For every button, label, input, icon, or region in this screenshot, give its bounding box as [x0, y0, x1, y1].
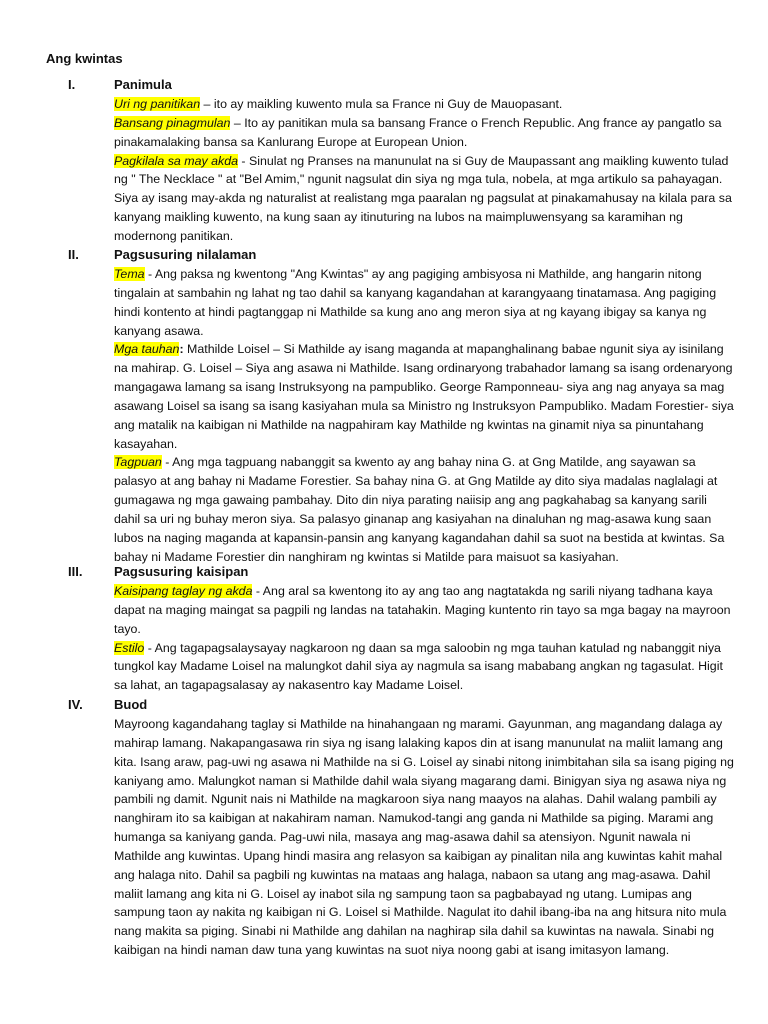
paragraph-text: - Ang tagapagsalaysayay nagkaroon ng daan sa mga saloobin ng mga tauhan katulad ng nabanggit niya tungkol kay Madame Loisel na malungkot dahil siya ay nagmula sa isang mababang angkan ng tagasulat. Higit sa lahat, an tagapagsalasay ay nakasentro kay Madame Loisel. [114, 640, 723, 693]
section-numeral: I. [68, 77, 76, 92]
paragraph-text: - Ang mga tagpuang nabanggit sa kwento ay ang bahay nina G. at Gng Matilde, ang sayawan sa palasyo at ang bahay ni Madame Forestier. Sa bahay nina G. at Gng Matilde ay dito siya madalas naglalagi at gumagawa ng mga gawaing pambahay. Dito din niya parating naiisip ang ang pagkahabag sa kanyang sarili dahil sa uri ng buhay meron siya. Sa palasyo ginanap ang kasiyahan na dinaluhan ng mag-asawa kung saan lubos na naging maganda at kapansin-pansin ang kanyang kagandahan dahil sa suot na bestida at kwintas. Sa bahay ni Madame Forestier din nanghiram ng kwintas si Matilde para maisuot sa kasiyahan. [114, 455, 725, 564]
section-body [114, 265, 734, 567]
paragraph-text: – ito ay maikling kuwento mula sa France ni Guy de Mauopasant. [200, 97, 563, 111]
paragraph-tagpuan [114, 453, 734, 566]
paragraph-pagkilala-sa-may-akda [114, 152, 734, 246]
highlighted-label: Mga tauhan [114, 342, 180, 357]
section-body [114, 582, 734, 695]
highlighted-label: Bansang pinagmulan [114, 115, 231, 130]
highlighted-label: Tagpuan [114, 455, 162, 470]
section-body [114, 715, 734, 960]
highlighted-label: Uri ng panitikan [114, 97, 201, 111]
highlighted-label: Tema [114, 267, 145, 281]
paragraph-buod [114, 715, 734, 960]
paragraph-text: Mathilde Loisel – Si Mathilde ay isang maganda at mapanghalinang babae ngunit siya ay isinilang na mahirap. G. Loisel – Siya ang asawa ni Mathilde. Isang ordinaryong trabahador lamang sa isang ordenaryong mangagawa lamang sa isang Instruksyong na pampubliko. George Ramponneau- siya ang nag anyaya sa mag asawang Loisel sa isang sa isang kasiyahan mula sa Ministro ng Instruksyon Pampubliko. Madam Forestier- siya ang matalik na kaibigan ni Mathilde na nagpahiram kay Mathilde ng kwintas na ginamit niya sa pinuntahang kasayahan. [114, 342, 734, 451]
section-title: Buod [114, 697, 148, 712]
section-numeral: II. [68, 247, 79, 262]
highlighted-label: Pagkilala sa may akda [114, 153, 238, 168]
highlighted-label: Estilo [114, 640, 145, 655]
paragraph-text: - Ang paksa ng kwentong "Ang Kwintas" ay ang pagiging ambisyosa ni Mathilde, ang hangarin nitong tingalain at sambahin ng lahat ng tao dahil sa kanyang kagandahan at karangyaang tinatamasa. Ang pagiging hindi kontento at hindi pagtanggap ni Mathilde sa kung ano ang meron siya at ng kayang ibigay sa kanya ng kanyang asawa. [114, 267, 717, 338]
section-body [114, 95, 734, 246]
paragraph-kaisipang-taglay [114, 582, 734, 639]
paragraph-estilo [114, 639, 734, 696]
paragraph-mga-tauhan [114, 340, 734, 453]
document-title: Ang kwintas [46, 51, 123, 66]
section-title: Pagsusuring kaisipan [114, 564, 249, 579]
paragraph-text: - Sinulat ng Pranses na manunulat na si Guy de Maupassant ang maikling kuwento tulad ng " The Necklace " at "Bel Amim," ngunit nagsulat din siya ng mga tula, nobela, at mga artikulo sa pahayagan. Siya ay isang may-akda ng naturalist at realistang mga paaralan ng pagsulat at pinakamahusay na kilala para sa kanyang maikling kuwento, na kung saan ay itinuturing na lubos na maimpluwensyang sa karamihan ng modernong panitikan. [114, 153, 732, 243]
paragraph-tema [114, 265, 734, 340]
paragraph-text: – Ito ay panitikan mula sa bansang France o French Republic. Ang france ay pangatlo sa pinakamalaking bansa sa Kanlurang Europe at European Union. [114, 115, 722, 149]
paragraph-text: - Ang aral sa kwentong ito ay ang tao ang nagtatakda ng sarili niyang tadhana kaya dapat na maging maingat sa pagpili ng landas na tatahakin. Maging kuntento rin tayo sa mga bagay na mayroon tayo. [114, 584, 731, 636]
label-colon: : [179, 342, 184, 357]
paragraph-bansang-pinagmulan [114, 114, 734, 152]
paragraph-text: Mayroong kagandahang taglay si Mathilde na hinahangaan ng marami. Gayunman, ang magandang dalaga ay mahirap lamang. Nakapangasawa rin siya ng isang lalaking kapos din at isang manunulat na maliit lamang ang kita. Isang araw, pag-uwi ng asawa ni Mathilde na si G. Loisel ay sinabi nitong inimbitahan sila sa isang piging ng kaniyang amo. Malungkot naman si Mathilde dahil wala siyang magarang dami. Binigyan siya ng asawa niya ng pambili ng damit. Ngunit nais ni Mathilde na magkaroon siya nang maayos na alahas. Dahil walang pambili ay nanghiram ito sa kaibigan at nakahiram naman. Namukod-tangi ang ganda ni Mathilde sa piging. Marami ang humanga sa kaniyang ganda. Pag-uwi nila, masaya ang mag-asawa dahil sa atensiyon. Ngunit nawala ni Mathilde ang kuwintas. Upang hindi masira ang relasyon sa kaibigan ay pinalitan nila ang kuwintas kahit mahal ang halaga nito. Dahil sa pagbili ng kuwintas na mataas ang halaga, nabaon sa utang ang mag-asawa. Dahil maliit lamang ang kita ni G. Loisel ay inabot sila ng sampung taon sa pagbabayad ng utang. Lumipas ang sampung taon ay nakita ng kaibigan ni G. Loisel si Mathilde. Nagulat ito dahil ibang-iba na ang hitsura nito mula nang makita sa piging. Sinabi ni Mathilde ang dahilan na naghirap sila dahil sa kuwintas na nawala. Sinabi ng kaibigan na hindi naman daw tuna yang kuwintas na suot niya noong gabi at isang imitasyon lamang. [114, 717, 734, 958]
section-title: Panimula [114, 77, 172, 92]
paragraph-uri-ng-panitikan [114, 95, 734, 114]
section-numeral: III. [68, 564, 83, 579]
section-title: Pagsusuring nilalaman [114, 247, 257, 262]
highlighted-label: Kaisipang taglay ng akda [114, 584, 253, 598]
section-numeral: IV. [68, 697, 83, 712]
